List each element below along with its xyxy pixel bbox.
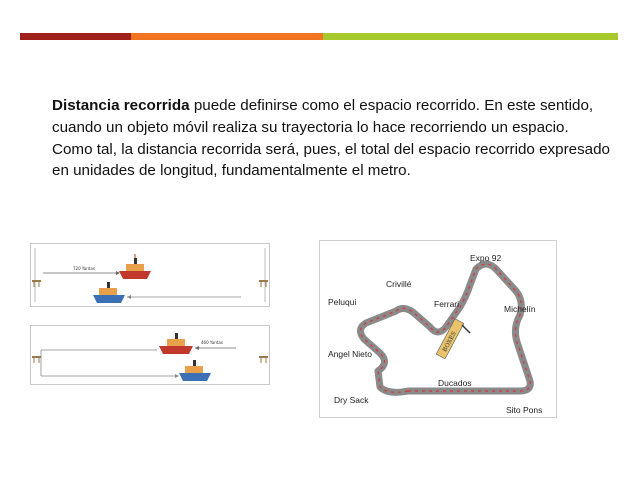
label-angel-nieto: Angel Nieto xyxy=(328,349,372,359)
panel1-distance-label: 720 Yardas xyxy=(73,266,95,271)
bold-term: Distancia recorrida xyxy=(52,97,190,114)
accent-segment-red xyxy=(20,33,131,40)
label-peluqui: Peluqui xyxy=(328,297,357,307)
definition-paragraph xyxy=(52,95,612,182)
label-ducados: Ducados xyxy=(438,378,472,388)
label-expo: Expo 92 xyxy=(470,253,502,263)
label-crivelle: Crivillé xyxy=(386,279,412,289)
boat-panel-bottom xyxy=(30,325,270,385)
finish-line xyxy=(462,325,470,333)
paragraph-body: puede definirse como el espacio recorrido. En este sentido, cuando un objeto móvil realiza su trayectoria lo hace recorriendo un espacio. Como tal, la distancia recorrida será, pues, el total del espacio recorrido expresado en unidades de longitud, fundamentalmente el metro. xyxy=(52,97,611,180)
label-ferrari: Ferrari xyxy=(434,299,460,309)
accent-segment-orange xyxy=(131,33,323,40)
red-boat-return-icon xyxy=(159,333,193,354)
accent-segment-green xyxy=(323,33,618,40)
boat-panel-top xyxy=(30,243,270,307)
red-boat-icon xyxy=(119,254,151,279)
title-accent-bar xyxy=(20,33,618,40)
label-michelin: Michelín xyxy=(504,304,536,314)
race-circuit-map xyxy=(319,240,557,418)
panel2-distance-label: 460 Yardas xyxy=(201,340,223,345)
boxes-label: BOXES xyxy=(441,330,458,354)
blue-boat-return-icon xyxy=(179,360,211,381)
label-dry-sack: Dry Sack xyxy=(334,395,369,405)
circuit-drawing xyxy=(320,241,556,417)
boat-panel-bottom-drawing xyxy=(31,326,269,384)
boat-panel-top-drawing xyxy=(31,244,269,306)
label-sito-pons: Sito Pons xyxy=(506,405,543,415)
boat-distance-illustration xyxy=(30,243,270,411)
blue-boat-icon xyxy=(93,282,125,303)
